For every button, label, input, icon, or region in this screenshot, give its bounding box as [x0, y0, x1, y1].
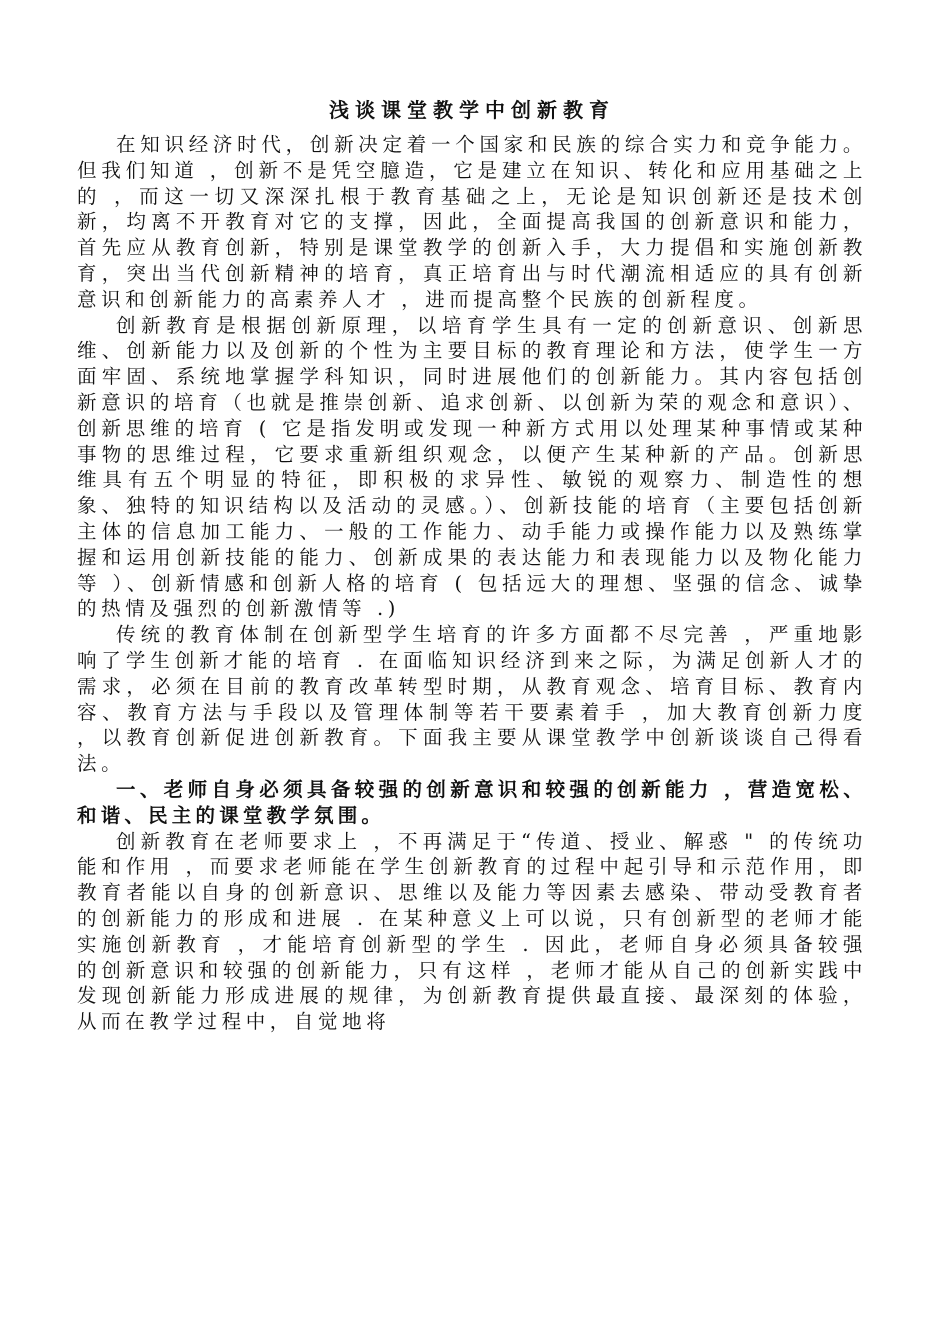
page-title: 浅谈课堂教学中创新教育 [329, 98, 615, 122]
paragraph-definition: 创新教育是根据创新原理，以培育学生具有一定的创新意识、创新思维、创新能力以及创新的个性为主要目标的教育理论和方法，使学生一方面牢固、系统地掌握学科知识，同时进展他们的创新能力。其内容包括创新意识的培育（也就是推崇创新、追求创新、以创新为荣的观念和意识）、创新思维的培育 ( 它是指发明或发现一种新方式用以处理某种事情或某种事物的思维过程，它要求重新组织观念，以便产生某种新的产品。创新思维具有五个明显的特征，即积极的求异性、敏锐的观察力、制造性的想象、独特的知识结构以及活动的灵感。）、创新技能的培育（主要包括创新主体的信息加工能力、一般的工作能力、动手能力或操作能力以及熟练掌握和运用创新技能的能力、创新成果的表达能力和表现能力以及物化能力等 ）、创新情感和创新人格的培育 ( 包括远大的理想、坚强的信念、诚挚的热情及强烈的创新激情等 .) [77, 313, 867, 621]
document-page [77, 92, 867, 1035]
document-body [77, 132, 867, 1035]
paragraph-traditional-system: 传统的教育体制在创新型学生培育的许多方面都不尽完善 ，严重地影响了学生创新才能的培育 . 在面临知识经济到来之际，为满足创新人才的需求，必须在目前的教育改革转型时期，从教育观念、培育目标、教育内容、教育方法与手段以及管理体制等若干要素着手 ，加大教育创新力度 ，以教育创新促进创新教育。下面我主要从课堂教学中创新谈谈自己得看法。 [77, 623, 867, 776]
paragraph-intro: 在知识经济时代，创新决定着一个国家和民族的综合实力和竞争能力。但我们知道 ，创新不是凭空臆造，它是建立在知识、转化和应用基础之上的 ，而这一切又深深扎根于教育基础之上，无论是知识创新还是技术创新，均离不开教育对它的支撑，因此，全面提高我国的创新意识和能力，首先应从教育创新，特别是课堂教学的创新入手，大力提倡和实施创新教育，突出当代创新精神的培育，真正培育出与时代潮流相适应的具有创新意识和创新能力的高素养人才 ，进而提高整个民族的创新程度。 [77, 133, 867, 311]
section-heading-1: 一、老师自身必须具备较强的创新意识和较强的创新能力 ，营造宽松、和谐、民主的课堂教学氛围。 [77, 777, 867, 827]
paragraph-teacher-innovation: 创新教育在老师要求上 ，不再满足于“传道、授业、解惑 " 的传统功能和作用 ，而要求老师能在学生创新教育的过程中起引导和示范作用，即教育者能以自身的创新意识、思维以及能力等因素去感染、带动受教育者的创新能力的形成和进展 . 在某种意义上可以说，只有创新型的老师才能实施创新教育 ，才能培育创新型的学生 . 因此，老师自身必须具备较强的创新意识和较强的创新能力，只有这样 ，老师才能从自己的创新实践中发现创新能力形成进展的规律，为创新教育提供最直接、最深刻的体验，从而在教学过程中，自觉地将 [77, 829, 867, 1034]
